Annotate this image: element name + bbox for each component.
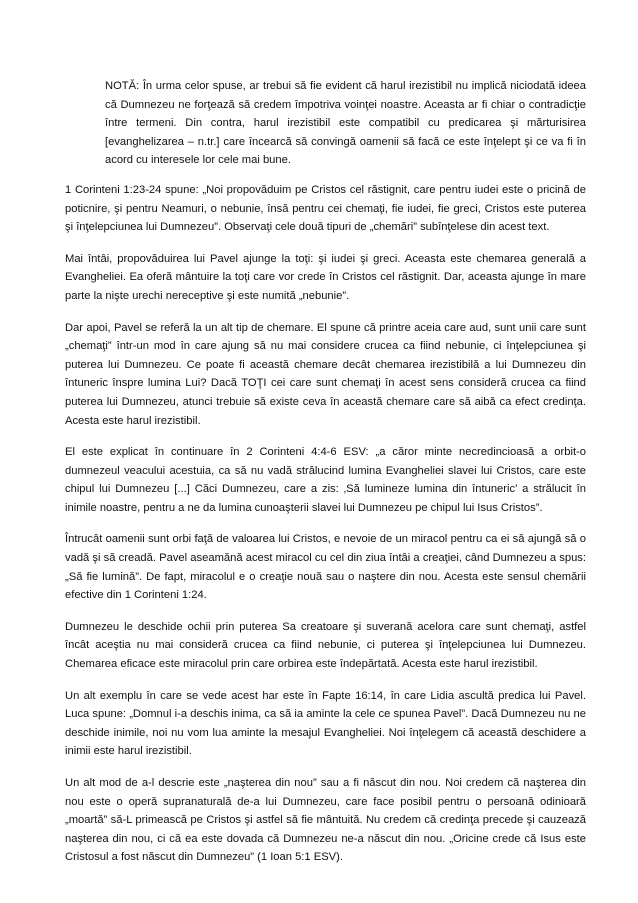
paragraph-6: Dumnezeu le deschide ochii prin puterea Sa creatoare şi suverană acelora care sunt chemaţi, astfel încât aceştia nu mai consideră crucea ca fiind nebunie, ci puterea şi înţelepciunea lui Dumnezeu. Chemarea eficace este miracolul prin care orbirea este îndepărtată. Acesta este harul irezistibil.: [65, 620, 586, 671]
paragraph-3: Dar apoi, Pavel se referă la un alt tip de chemare. El spune că printre aceia care aud, sunt unii care sunt „chemaţi” într-un mod în care ajung să nu mai considere crucea ca fiind nebunie, ci înţelepciunea şi puterea lui Dumnezeu. Ce poate fi această chemare decât chemarea irezistibilă a lui Dumnezeu din întuneric înspre lumina Lui? Dacă TOŢI cei care sunt chemaţi în acest sens consideră crucea ca fiind puterea lui Dumnezeu, atunci trebuie să existe ceva în această chemare care să aibă ca efect credinţa. Acesta este harul irezistibil.: [65, 321, 586, 427]
paragraph-8: Un alt mod de a-l descrie este „naşterea din nou” sau a fi născut din nou. Noi credem că naşterea din nou este o operă supranaturală de-a lui Dumnezeu, care face posibil pentru o persoană odinioară „moartă” să-L primească pe Cristos şi astfel să fie mântuită. Nu credem că credinţa precede şi cauzează naşterea din nou, ci că ea este dovada că Dumnezeu ne-a născut din nou. „Oricine crede că Isus este Cristosul a fost născut din Dumnezeu” (1 Ioan 5:1 ESV).: [65, 777, 586, 864]
translator-note: NOTĂ: În urma celor spuse, ar trebui să fie evident că harul irezistibil nu implică niciodată ideea că Dumnezeu ne forţează să credem împotriva voinţei noastre. Aceasta ar fi chiar o contradicţie între termeni. Din contra, harul irezistibil este compatibil cu predicarea şi mărturisirea [evanghelizarea – n.tr.] care încearcă să convingă oamenii să facă ce este înţelept şi ce va fi în acord cu interesele lor cele mai bune.: [105, 80, 586, 167]
paragraph-4: El este explicat în continuare în 2 Corinteni 4:4-6 ESV: „a căror minte necredincioasă a orbit-o dumnezeul veacului acestuia, ca să nu vadă strălucind lumina Evangheliei slavei lui Cristos, care este chipul lui Dumnezeu [...] Căci Dumnezeu, care a zis: ‚Să lumineze lumina din întuneric’ a strălucit în inimile noastre, pentru a ne da lumina cunoaşterii slavei lui Dumnezeu pe chipul lui Isus Cristos”.: [65, 446, 586, 514]
paragraph-7: Un alt exemplu în care se vede acest har este în Fapte 16:14, în care Lidia ascultă predica lui Pavel. Luca spune: „Domnul i-a deschis inima, ca să ia aminte la cele ce spunea Pavel”. Dacă Dumnezeu nu ne deschide inimile, noi nu vom lua aminte la mesajul Evangheliei. Noi înţelegem că această deschidere a inimii este harul irezistibil.: [65, 689, 586, 758]
paragraph-2: Mai întâi, propovăduirea lui Pavel ajunge la toţi: şi iudei şi greci. Aceasta este chemarea generală a Evangheliei. Ea oferă mântuire la toţi care vor crede în Cristos cel răstignit. Dar, aceasta ajunge în mare parte la nişte urechi nereceptive şi este numită „nebunie”.: [65, 252, 586, 302]
paragraph-5: Întrucât oamenii sunt orbi faţă de valoarea lui Cristos, e nevoie de un miracol pentru ca ei să ajungă să o vadă şi să creadă. Pavel aseamănă acest miracol cu cel din ziua întâi a creaţiei, când Dumnezeu a spus: „Să fie lumină”. De fapt, miracolul e o creaţie nouă sau o naştere din nou. Acesta este sensul chemării efective din 1 Corinteni 1:24.: [65, 533, 586, 602]
paragraph-1: 1 Corinteni 1:23-24 spune: „Noi propovăduim pe Cristos cel răstignit, care pentru iudei este o pricină de poticnire, şi pentru Neamuri, o nebunie, însă pentru cei chemaţi, fie iudei, fie greci, Cristos este puterea şi înţelepciunea lui Dumnezeu”. Observaţi cele două tipuri de „chemări” subînţelese din acest text.: [65, 183, 586, 234]
